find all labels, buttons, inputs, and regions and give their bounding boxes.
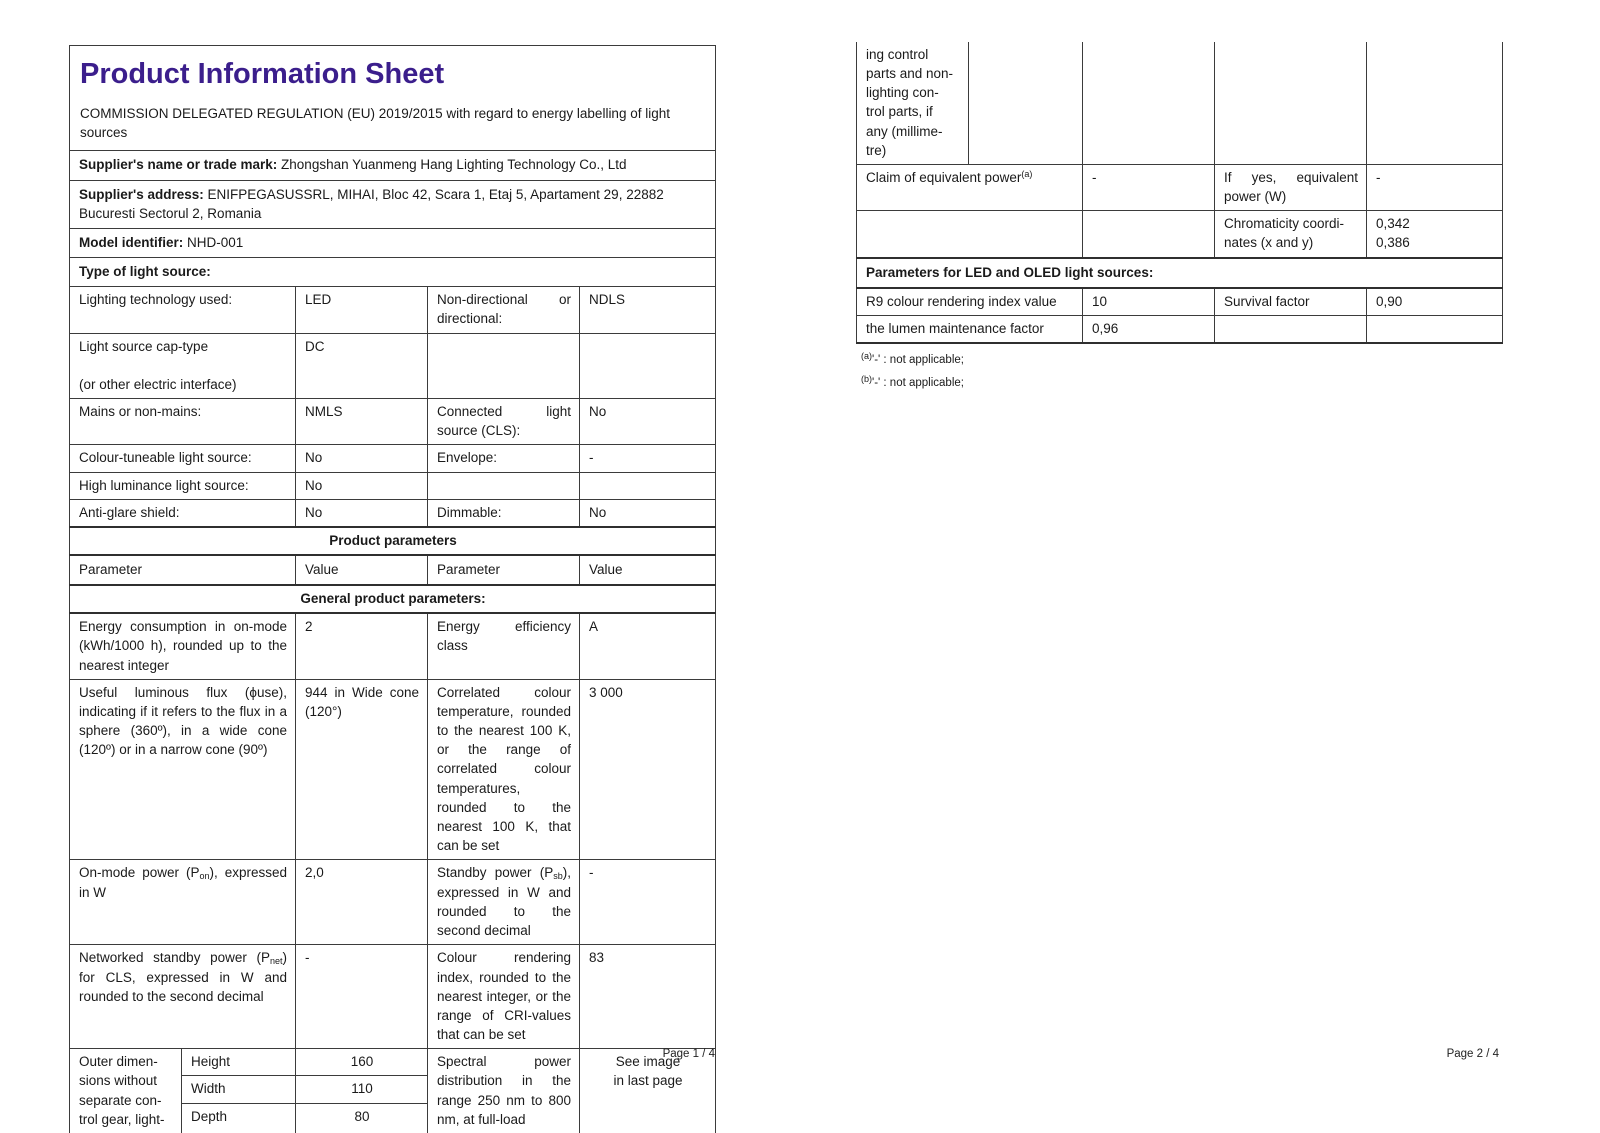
- value-cell: 0,342 0,386: [1367, 211, 1503, 258]
- supplier-name-label: Supplier's name or trade mark:: [79, 157, 277, 172]
- page-1: [69, 45, 715, 1133]
- column-headers-row: [70, 555, 716, 585]
- column-header: Value: [296, 555, 428, 585]
- param-cell: If yes, equivalent power (W): [1215, 164, 1367, 210]
- supplier-address-value: ENIFPEGASUSSRL, MIHAI, Bloc 42, Scara 1, Etaj 5, Apartament 29, 22882 Bucuresti Sectorul 2, Romania: [79, 187, 664, 221]
- general-parameters-title: General product parameters:: [70, 585, 716, 613]
- model-identifier-label: Model identifier:: [79, 235, 183, 250]
- supplier-address-row: [70, 180, 716, 228]
- table-row: [70, 499, 716, 527]
- value-cell: NMLS: [296, 399, 428, 445]
- spectral-distribution-value: See image in last page: [580, 1049, 715, 1133]
- param-cell: [428, 472, 580, 499]
- title-row: [70, 46, 716, 151]
- chromaticity-row: [857, 211, 1503, 258]
- page-2: [856, 42, 1502, 397]
- table-row: [70, 333, 716, 398]
- table-row: [70, 399, 716, 445]
- param-cell: Energy consumption in on-mode (kWh/1000 h), rounded up to the nearest integer: [70, 613, 296, 679]
- param-cell: Colour-tuneable light source:: [70, 445, 296, 472]
- product-info-table-page-1: [69, 45, 716, 1133]
- value-cell: 83: [580, 945, 716, 1049]
- dimension-value: 160: [296, 1049, 428, 1076]
- product-info-table-page-2: [856, 42, 1503, 344]
- type-section-header-row: [70, 258, 716, 287]
- value-cell: [580, 472, 716, 499]
- footnotes: [856, 351, 1502, 389]
- value-cell: 0,96: [1083, 315, 1215, 343]
- column-header: Value: [580, 555, 716, 585]
- dimension-value: 110: [296, 1076, 428, 1103]
- value-cell: No: [580, 399, 716, 445]
- param-cell: Connected light source (CLS):: [428, 399, 580, 445]
- param-cell: Colour rendering index, rounded to the nearest integer, or the range of CRI-values that can be set: [428, 945, 580, 1049]
- value-cell: A: [580, 613, 716, 679]
- value-cell: No: [296, 499, 428, 527]
- value-cell: 2,0: [296, 860, 428, 945]
- empty-cell: [1367, 42, 1502, 164]
- value-cell: -: [580, 445, 716, 472]
- supplier-name-row: [70, 151, 716, 180]
- page-2-footer: Page 2 / 4: [856, 1048, 1499, 1060]
- value-cell: -: [580, 860, 716, 945]
- led-parameters-header-row: [857, 258, 1503, 288]
- outer-dimensions-label: Outer dimen- sions without separate con- trol gear, light-: [70, 1049, 182, 1133]
- dimension-name: Depth: [182, 1104, 296, 1133]
- param-cell: Survival factor: [1215, 288, 1367, 316]
- type-section-title: Type of light source:: [70, 258, 716, 287]
- outer-dimensions-grid: [70, 1049, 715, 1133]
- param-cell: Useful luminous flux (ϕuse), indicating if it refers to the flux in a sphere (360º), in a wide cone (120º) or in a narrow cone (90º): [70, 679, 296, 859]
- product-parameters-header-row: [70, 527, 716, 555]
- param-cell: On-mode power $(P_{on})$, expressed in W: [70, 860, 296, 945]
- value-cell: No: [296, 472, 428, 499]
- table-row: [70, 679, 716, 859]
- value-cell: No: [296, 445, 428, 472]
- regulation-text: COMMISSION DELEGATED REGULATION (EU) 2019/2015 with regard to energy labelling of light sources: [80, 104, 703, 142]
- param-cell: Envelope:: [428, 445, 580, 472]
- value-cell: -: [296, 945, 428, 1049]
- table-row: [70, 287, 716, 333]
- empty-cell: [857, 211, 1083, 258]
- param-cell: [428, 333, 580, 398]
- dimension-name: Height: [182, 1049, 296, 1076]
- footnote-a: $^{(a)}$'-' : not applicable;: [861, 351, 1502, 366]
- param-cell: Light source cap-type (or other electric interface): [70, 333, 296, 398]
- model-identifier-value: NHD-001: [187, 235, 243, 250]
- param-cell: Lighting technology used:: [70, 287, 296, 333]
- claim-equivalent-power-row: [857, 164, 1503, 210]
- value-cell: 2: [296, 613, 428, 679]
- param-cell: Networked standby power $(P_{net})$ for CLS, expressed in W and rounded to the second decimal: [70, 945, 296, 1049]
- param-cell: R9 colour rendering index value: [857, 288, 1083, 316]
- param-cell: Chromaticity coordi- nates (x and y): [1215, 211, 1367, 258]
- param-cell: Energy efficiency class: [428, 613, 580, 679]
- product-parameters-title: Product parameters: [70, 527, 716, 555]
- column-header: Parameter: [70, 555, 296, 585]
- value-cell: 3 000: [580, 679, 716, 859]
- model-identifier-row: [70, 228, 716, 257]
- value-cell: DC: [296, 333, 428, 398]
- table-row: [70, 860, 716, 945]
- param-cell: [1215, 315, 1367, 343]
- empty-cell: [1083, 42, 1215, 164]
- value-cell: 0,90: [1367, 288, 1503, 316]
- param-cell: Correlated colour temperature, rounded to the nearest 100 K, or the range of correlated colour temperatures, rounded to the nearest 100 K, that can be set: [428, 679, 580, 859]
- supplier-name-value: Zhongshan Yuanmeng Hang Lighting Technology Co., Ltd: [281, 157, 627, 172]
- continuation-row: [857, 42, 1503, 164]
- table-row: [70, 613, 716, 679]
- value-cell: -: [1083, 164, 1215, 210]
- value-cell: 10: [1083, 288, 1215, 316]
- table-row: [70, 945, 716, 1049]
- empty-cell: [969, 42, 1083, 164]
- value-cell: NDLS: [580, 287, 716, 333]
- param-cell: Standby power $(P_{sb})$, expressed in W and rounded to the second decimal: [428, 860, 580, 945]
- supplier-address-label: Supplier's address:: [79, 187, 204, 202]
- param-cell: Claim of equivalent power$^{(a)}$: [857, 164, 1083, 210]
- page-1-footer: Page 1 / 4: [69, 1048, 715, 1060]
- value-cell: LED: [296, 287, 428, 333]
- outer-dimensions-row: [70, 1049, 716, 1133]
- page-title: Product Information Sheet: [80, 54, 703, 95]
- param-cell: Anti-glare shield:: [70, 499, 296, 527]
- empty-cell: [1083, 211, 1215, 258]
- footnote-b: $^{(b)}$'-' : not applicable;: [861, 374, 1502, 389]
- column-header: Parameter: [428, 555, 580, 585]
- led-parameters-title: Parameters for LED and OLED light sources:: [857, 258, 1503, 288]
- table-row: [70, 445, 716, 472]
- value-cell: -: [1367, 164, 1503, 210]
- continuation-grid: [857, 42, 1502, 164]
- param-cell: High luminance light source:: [70, 472, 296, 499]
- outer-dimensions-continuation-text: ing control parts and non- lighting con- trol parts, if any (millime- tre): [857, 42, 969, 164]
- param-cell: Non-directional or directional:: [428, 287, 580, 333]
- dimension-name: Width: [182, 1076, 296, 1103]
- param-cell: Dimmable:: [428, 499, 580, 527]
- value-cell: [580, 333, 716, 398]
- table-row: [70, 472, 716, 499]
- param-cell: Mains or non-mains:: [70, 399, 296, 445]
- value-cell: No: [580, 499, 716, 527]
- value-cell: 944 in Wide cone (120°): [296, 679, 428, 859]
- dimension-value: 80: [296, 1104, 428, 1133]
- empty-cell: [1215, 42, 1367, 164]
- table-row: [857, 315, 1503, 343]
- spectral-distribution-label: Spectral power distribution in the range 250 nm to 800 nm, at full-load: [428, 1049, 580, 1133]
- table-row: [857, 288, 1503, 316]
- value-cell: [1367, 315, 1503, 343]
- general-parameters-header-row: [70, 585, 716, 613]
- param-cell: the lumen maintenance factor: [857, 315, 1083, 343]
